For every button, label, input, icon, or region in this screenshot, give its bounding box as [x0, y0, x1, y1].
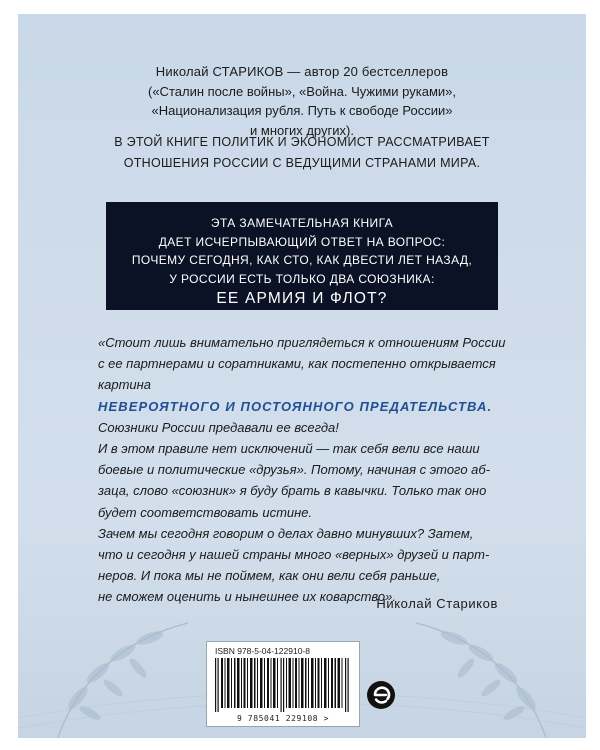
book-summary	[18, 132, 586, 174]
author-bio-line: и многих других).	[250, 122, 354, 138]
highlight-line: ЭТА ЗАМЕЧАТЕЛЬНАЯ КНИГА	[210, 216, 394, 230]
book-summary-line: В ЭТОЙ КНИГЕ ПОЛИТИК И ЭКОНОМИСТ РАССМАТРИВАЕТ	[114, 135, 490, 149]
quote-line: картина	[98, 377, 152, 393]
quote-line: заца, слово «союзник» я буду брать в кавычки. Только так оно	[98, 483, 487, 499]
quote-line: боевые и политические «друзья». Потому, начиная с этого аб-	[98, 462, 491, 478]
book-summary-line: ОТНОШЕНИЯ РОССИИ С ВЕДУЩИМИ СТРАНАМИ МИРА.	[123, 156, 481, 170]
isbn-number: ISBN 978-5-04-122910-8	[215, 646, 310, 656]
quote-line: не сможем оценить и нынешнее их коварство».	[98, 589, 396, 605]
highlight-answer: ЕЕ АРМИЯ И ФЛОТ?	[216, 290, 388, 307]
author-bio-line: («Сталин после войны», «Война. Чужими руками»,	[148, 83, 456, 99]
quote-emphasis: НЕВЕРОЯТНОГО И ПОСТОЯННОГО ПРЕДАТЕЛЬСТВА.	[98, 398, 493, 414]
author-quote	[98, 332, 518, 608]
author-bio	[18, 62, 586, 140]
barcode-digits: 9 785041 229108 >	[236, 714, 330, 723]
highlight-line: ДАЕТ ИСЧЕРПЫВАЮЩИЙ ОТВЕТ НА ВОПРОС:	[158, 234, 446, 249]
quote-line: неров. И пока мы не поймем, как они вели себя раньше,	[98, 568, 441, 584]
quote-line: Зачем мы сегодня говорим о делах давно минувших? Затем,	[98, 525, 474, 541]
publisher-logo-icon	[366, 680, 396, 710]
quote-line: И в этом правиле нет исключений — так себя вели все наши	[98, 441, 480, 457]
author-bio-line: Николай СТАРИКОВ — автор 20 бестселлеров	[155, 64, 449, 79]
quote-signature: Николай Стариков	[376, 596, 498, 611]
quote-line: Союзники России предавали ее всегда!	[98, 419, 339, 435]
highlight-line: У РОССИИ ЕСТЬ ТОЛЬКО ДВА СОЮЗНИКА:	[169, 271, 435, 286]
quote-line: с ее партнерами и соратниками, как постепенно открывается	[98, 356, 496, 372]
barcode	[206, 641, 360, 727]
highlight-line: ПОЧЕМУ СЕГОДНЯ, КАК СТО, КАК ДВЕСТИ ЛЕТ НАЗАД,	[131, 253, 473, 267]
author-bio-line: «Национализация рубля. Путь к свободе России»	[151, 103, 453, 118]
quote-line: будет соответствовать истине.	[98, 504, 313, 520]
highlight-box	[106, 202, 498, 310]
quote-line: «Стоит лишь внимательно приглядеться к отношениям России	[98, 335, 506, 350]
barcode-bars	[213, 658, 353, 712]
back-cover	[18, 14, 586, 738]
quote-line: что и сегодня у нашей страны много «верных» друзей и парт-	[98, 547, 490, 563]
